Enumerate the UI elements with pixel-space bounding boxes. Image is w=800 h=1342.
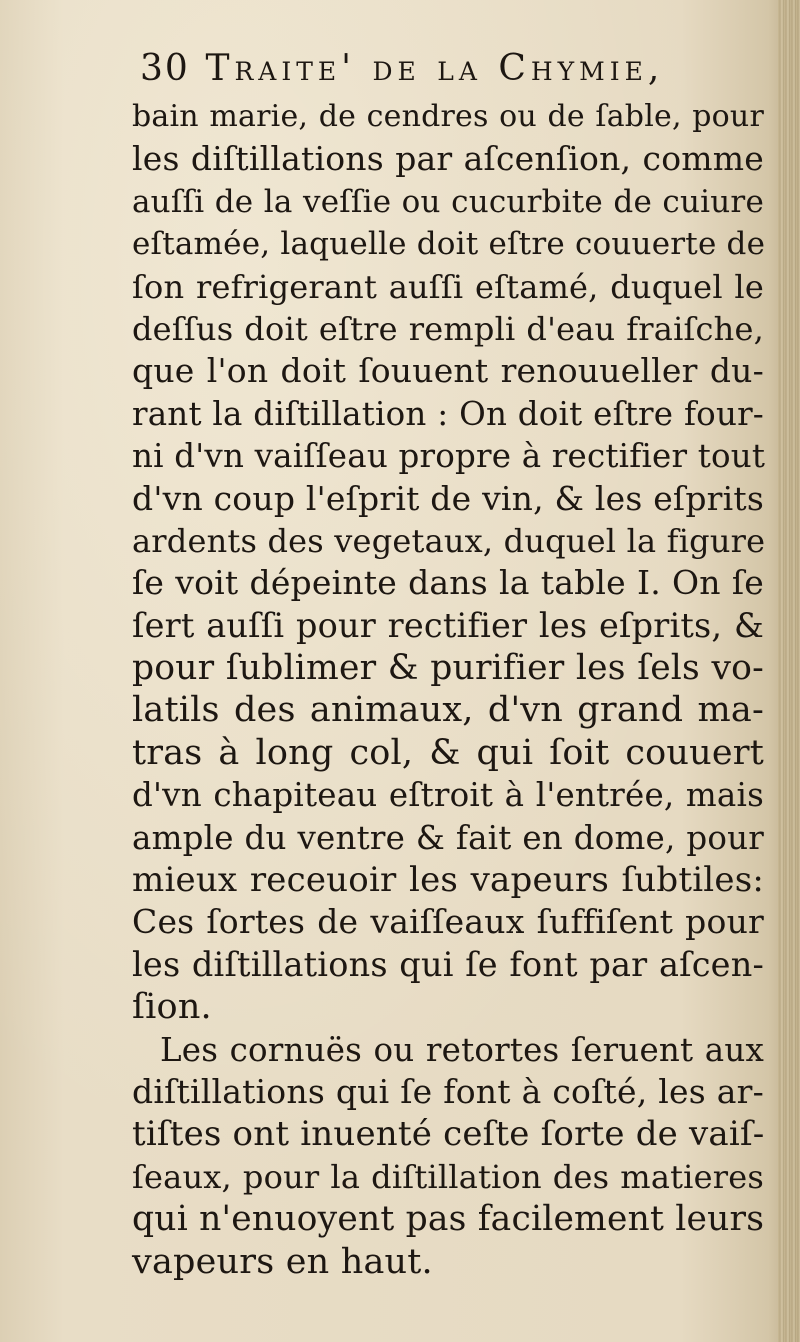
text-line: deſſus doit eſtre rempli d'eau fraiſche, — [132, 309, 764, 348]
text-line: ſeaux, pour la diſtillation des matieres — [132, 1157, 764, 1196]
text-line: eſtamée, laquelle doit eſtre couuerte de — [132, 226, 766, 263]
text-line: diſtillations qui ſe font à coſté, les ar- — [132, 1071, 764, 1111]
text-line: ſe voit dépeinte dans la table I. On ſe — [132, 563, 764, 603]
text-line: Les cornuës ou retortes ſeruent aux — [160, 1030, 764, 1069]
text-line: rant la diſtillation : On doit eſtre four- — [132, 394, 764, 433]
text-line: Ces ſortes de vaiſſeaux ſuffiſent pour — [132, 902, 764, 942]
page-edge — [778, 0, 800, 1342]
text-line: ſert auſſi pour rectifier les eſprits, & — [132, 605, 764, 645]
text-line: ſion. — [132, 987, 212, 1028]
text-line: ni d'vn vaiſſeau propre à rectifier tout — [132, 437, 766, 476]
text-line: d'vn chapiteau eſtroit à l'entrée, mais — [132, 776, 764, 815]
text-line: les diſtillations par aſcenſion, comme — [132, 139, 764, 179]
running-title: Traite' de la Chymie, — [205, 48, 665, 89]
text-line: ample du ventre & fait en dome, pour — [132, 818, 764, 857]
text-line: bain marie, de cendres ou de ſable, pour — [132, 99, 764, 134]
text-line: tiſtes ont inuenté ceſte ſorte de vaiſ- — [132, 1114, 765, 1155]
text-line: tras à long col, & qui ſoit couuert — [132, 732, 764, 773]
text-line: ſon refrigerant auſſi eſtamé, duquel le — [132, 267, 764, 306]
text-line: auſſi de la veſſie ou cucurbite de cuiure — [132, 183, 764, 220]
text-line: qui n'enuoyent pas facilement leurs — [132, 1199, 765, 1240]
body-text — [132, 96, 764, 1283]
text-line: ardents des vegetaux, duquel la figure — [132, 521, 766, 560]
text-line: pour ſublimer & purifier les ſels vo- — [132, 648, 764, 689]
text-line: vapeurs en haut. — [132, 1241, 433, 1282]
page-header — [140, 48, 750, 94]
text-line: d'vn coup l'eſprit de vin, & les eſprits — [132, 478, 764, 518]
text-line: mieux receuoir les vapeurs ſubtiles: — [132, 860, 764, 901]
text-line: latils des animaux, d'vn grand ma- — [132, 690, 764, 731]
text-line: que l'on doit ſouuent renouueller du- — [132, 351, 764, 391]
text-line: les diſtillations qui ſe font par aſcen- — [132, 944, 764, 984]
page-number: 30 — [140, 48, 190, 89]
